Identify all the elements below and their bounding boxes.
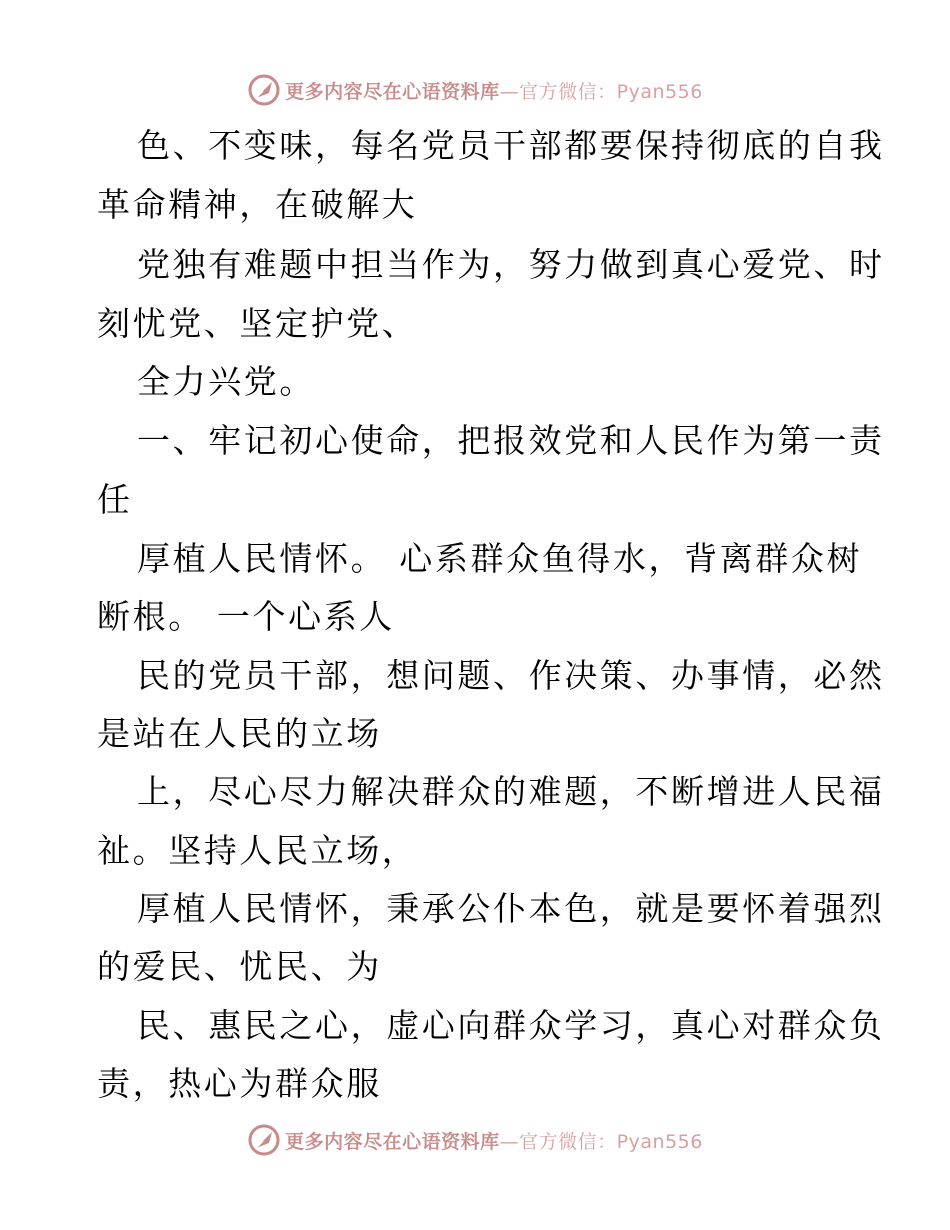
text-line-8: 厚植人民情怀。 心系群众鱼得水，背离群众树 (137, 539, 863, 578)
text-line-7: 任 (97, 480, 133, 519)
text-line-6: 一、牢记初心使命，把报效党和人民作为第一责 (137, 421, 885, 460)
text-line-10: 民的党员干部，想问题、作决策、办事情，必然 (137, 656, 885, 695)
text-line-2: 革命精神，在破解大 (97, 185, 418, 224)
footer-brand-text: 更多内容尽在心语资料库 (285, 1130, 500, 1153)
text-line-13: 祉。坚持人民立场， (97, 831, 418, 870)
text-line-5: 全力兴党。 (137, 362, 315, 401)
page-footer-watermark (0, 1120, 950, 1160)
quill-logo-icon (247, 1123, 281, 1157)
text-line-16: 民、惠民之心，虚心向群众学习，真心对群众负 (137, 1006, 885, 1045)
text-line-11: 是站在人民的立场 (97, 714, 382, 753)
header-brand-text: 更多内容尽在心语资料库 (285, 80, 500, 103)
text-line-15: 的爱民、忧民、为 (97, 947, 382, 986)
text-line-1: 色、不变味，每名党员干部都要保持彻底的自我 (137, 126, 885, 165)
text-line-14: 厚植人民情怀，秉承公仆本色，就是要怀着强烈 (137, 889, 885, 928)
text-line-17: 责，热心为群众服 (97, 1064, 382, 1103)
footer-wechat-text: —官方微信：Pyan556 (499, 1130, 703, 1153)
text-line-3: 党独有难题中担当作为，努力做到真心爱党、时 (137, 245, 885, 284)
text-line-4: 刻忧党、坚定护党、 (97, 304, 418, 343)
header-wechat-text: —官方微信：Pyan556 (499, 80, 703, 103)
text-line-12: 上，尽心尽力解决群众的难题，不断增进人民福 (137, 772, 885, 811)
text-line-9: 断根。 一个心系人 (97, 597, 395, 636)
